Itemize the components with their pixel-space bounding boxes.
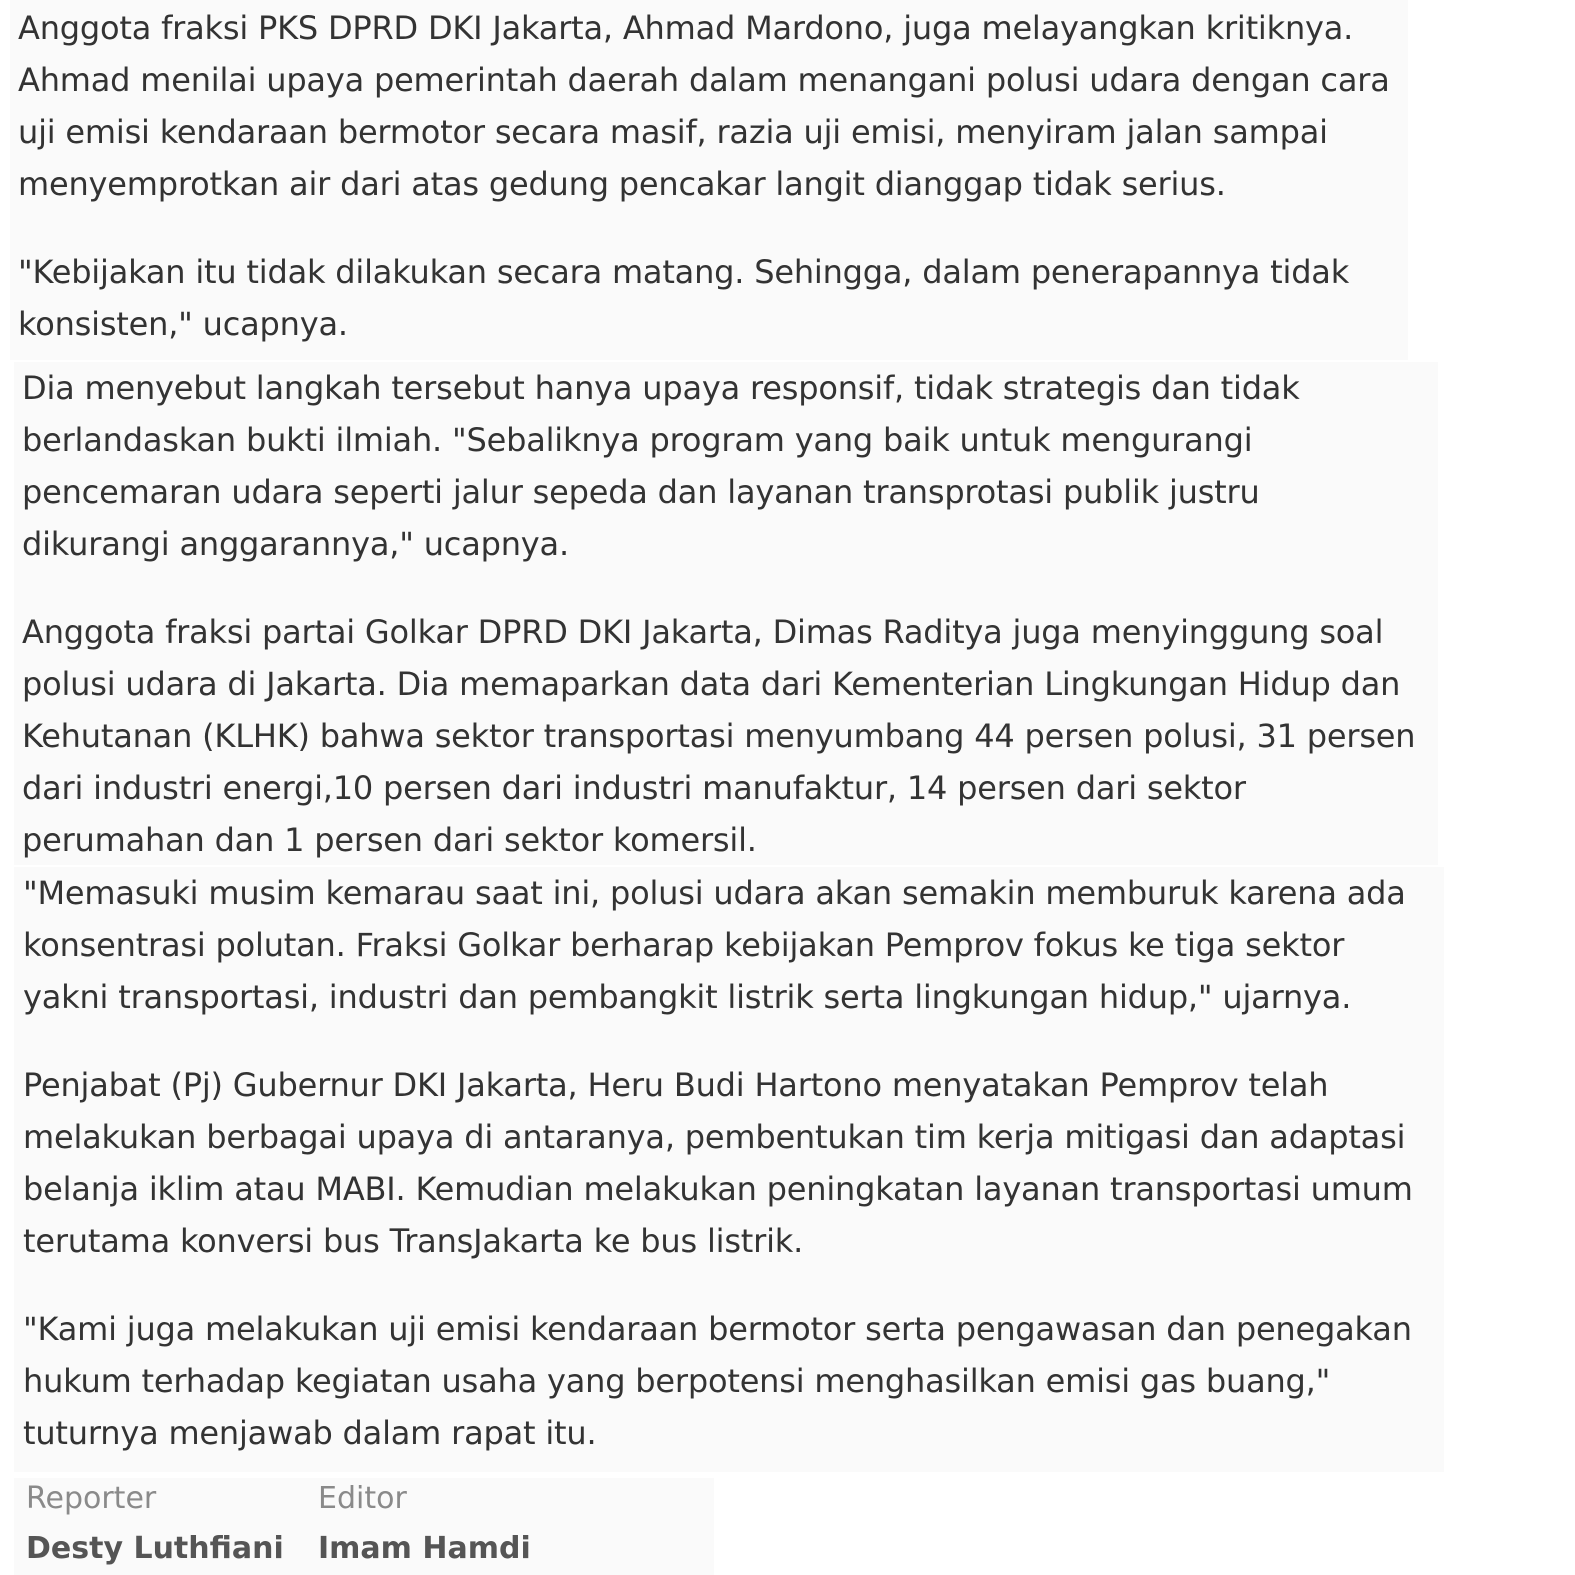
paragraph <box>23 1059 1444 1267</box>
paragraph-line: Kehutanan (KLHK) bahwa sektor transportasi menyumbang 44 persen polusi, 31 persen <box>22 717 1416 755</box>
paragraph-line: melakukan berbagai upaya di antaranya, pembentukan tim kerja mitigasi dan adaptasi <box>23 1118 1406 1156</box>
paragraph <box>22 362 1438 570</box>
paragraph-line: Anggota fraksi partai Golkar DPRD DKI Jakarta, Dimas Raditya juga menyinggung soal <box>22 613 1384 651</box>
paragraph-line: Anggota fraksi PKS DPRD DKI Jakarta, Ahmad Mardono, juga melayangkan kritiknya. <box>18 9 1354 47</box>
paragraph-line: terutama konversi bus TransJakarta ke bus listrik. <box>23 1222 804 1260</box>
paragraph-line: berlandaskan bukti ilmiah. "Sebaliknya program yang baik untuk mengurangi <box>22 421 1253 459</box>
article-section-2 <box>14 362 1438 865</box>
paragraph-line: tuturnya menjawab dalam rapat itu. <box>23 1414 597 1452</box>
paragraph-line: polusi udara di Jakarta. Dia memaparkan data dari Kementerian Lingkungan Hidup dan <box>22 665 1401 703</box>
reporter-name-link[interactable]: Desty Luthfiani <box>26 1531 284 1566</box>
article-credits <box>14 1478 714 1575</box>
paragraph-line: hukum terhadap kegiatan usaha yang berpotensi menghasilkan emisi gas buang," <box>23 1362 1331 1400</box>
editor-name-link[interactable]: Imam Hamdi <box>318 1531 531 1566</box>
article-section-1 <box>10 0 1408 360</box>
paragraph-line: "Kami juga melakukan uji emisi kendaraan bermotor serta pengawasan dan penegakan <box>23 1310 1412 1348</box>
paragraph-line: "Kebijakan itu tidak dilakukan secara matang. Sehingga, dalam penerapannya tidak <box>18 253 1350 291</box>
quote-paragraph <box>23 867 1444 1023</box>
paragraph-line: Dia menyebut langkah tersebut hanya upaya responsif, tidak strategis dan tidak <box>22 369 1300 407</box>
reporter-credit <box>26 1478 284 1572</box>
paragraph-line: pencemaran udara seperti jalur sepeda dan layanan transprotasi publik justru <box>22 473 1260 511</box>
paragraph <box>18 2 1408 210</box>
article-section-3 <box>14 867 1444 1472</box>
paragraph <box>22 606 1438 866</box>
editor-credit <box>318 1478 531 1572</box>
paragraph-line: dikurangi anggarannya," ucapnya. <box>22 525 569 563</box>
quote-paragraph <box>23 1303 1444 1459</box>
quote-paragraph <box>18 246 1408 350</box>
paragraph-line: perumahan dan 1 persen dari sektor komersil. <box>22 821 757 859</box>
paragraph-line: konsisten," ucapnya. <box>18 305 348 343</box>
paragraph-line: "Memasuki musim kemarau saat ini, polusi udara akan semakin memburuk karena ada <box>23 874 1406 912</box>
reporter-label: Reporter <box>26 1481 157 1516</box>
paragraph-line: menyemprotkan air dari atas gedung pencakar langit dianggap tidak serius. <box>18 165 1226 203</box>
paragraph-line: dari industri energi,10 persen dari industri manufaktur, 14 persen dari sektor <box>22 769 1246 807</box>
editor-label: Editor <box>318 1481 407 1516</box>
paragraph-line: konsentrasi polutan. Fraksi Golkar berharap kebijakan Pemprov fokus ke tiga sektor <box>23 926 1345 964</box>
paragraph-line: Ahmad menilai upaya pemerintah daerah dalam menangani polusi udara dengan cara <box>18 61 1390 99</box>
paragraph-line: Penjabat (Pj) Gubernur DKI Jakarta, Heru Budi Hartono menyatakan Pemprov telah <box>23 1066 1329 1104</box>
paragraph-line: uji emisi kendaraan bermotor secara masif, razia uji emisi, menyiram jalan sampai <box>18 113 1328 151</box>
paragraph-line: yakni transportasi, industri dan pembangkit listrik serta lingkungan hidup," ujarnya. <box>23 978 1352 1016</box>
paragraph-line: belanja iklim atau MABI. Kemudian melakukan peningkatan layanan transportasi umum <box>23 1170 1413 1208</box>
